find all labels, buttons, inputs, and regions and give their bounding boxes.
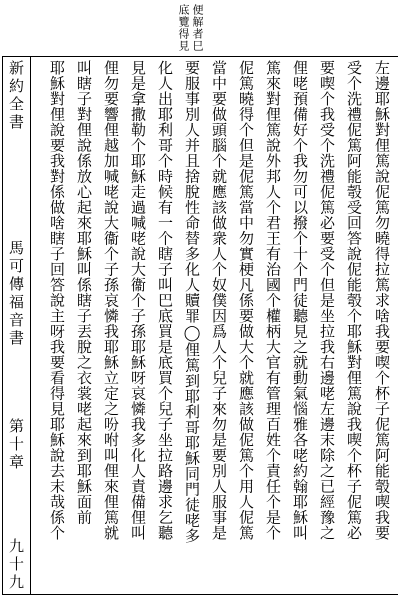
frame-left-rule xyxy=(2,56,3,594)
body-column: 耶穌對俚說要我對係做啥瞎子回答說主呀我要看得見耶穌說去末哉係个 xyxy=(48,60,66,541)
header-gospel: 馬可傳福音書 xyxy=(7,240,25,348)
body-column: 受个洗禮伲篤阿能彀受回答說伲能彀个耶穌對俚篤說我喫个杯子伲篤必 xyxy=(345,60,363,541)
header-chapter: 第十章 xyxy=(7,418,25,472)
frame-bottom-rule xyxy=(2,594,398,595)
frame-top-rule xyxy=(2,56,398,57)
header-page: 九十九 xyxy=(7,538,25,592)
body-column: 俚咾預備好个我勿可以撥个十个門徒聽見之就動氣惱雅各咾約翰耶穌叫 xyxy=(291,60,309,541)
body-column: 要服事別人并且捨脫性命替多化人贖罪◯俚篤到耶利哥耶穌同門徒咾多 xyxy=(183,60,201,544)
body-column: 要喫个我受个洗禮伲篤必要受个但是坐拉我右邊咾左邊末除之已經豫之 xyxy=(318,60,336,541)
body-column: 化人出耶利哥个時候有一个瞎子叫巴底買是底買个兒子坐拉路邊求乞聽 xyxy=(156,60,174,541)
body-column: 俚勿要響俚越加喊咾說大衞个子孫哀憐我耶穌立定之吩咐叫俚來俚篤就 xyxy=(102,60,120,541)
margin-rule xyxy=(30,56,31,594)
body-column: 見是拿撒勒个耶穌走過喊咾說大衞个子孫耶穌呀哀憐我多化人責備俚叫 xyxy=(129,60,147,541)
body-column: 當中要做頭腦个就應該做衆人个奴僕因爲人个兒子來勿是要別人服事是 xyxy=(210,60,228,541)
body-column: 篤來對俚篤說外邦人个君王有治國个權柄大官有管理百姓个責任个是个 xyxy=(264,60,282,541)
body-column: 左邊耶穌對俚篤說伲篤勿曉得拉篤求啥我要喫个杯子伲篤阿能彀喫我要 xyxy=(373,60,391,541)
header-book: 新約全書 xyxy=(7,60,25,132)
note-line-1: 便解者巳 xyxy=(191,4,204,52)
body-column: 伲篤曉得个但是伲篤當中勿實梗凡係要做大个就應該做伲篤个用人伲篤 xyxy=(237,60,255,541)
note-line-2: 底覽得見 xyxy=(177,4,190,52)
body-column: 叫瞎子對俚說係放心起來耶穌叫係瞎子丟脫之衣裳咾起來到耶穌面前 xyxy=(75,60,93,525)
